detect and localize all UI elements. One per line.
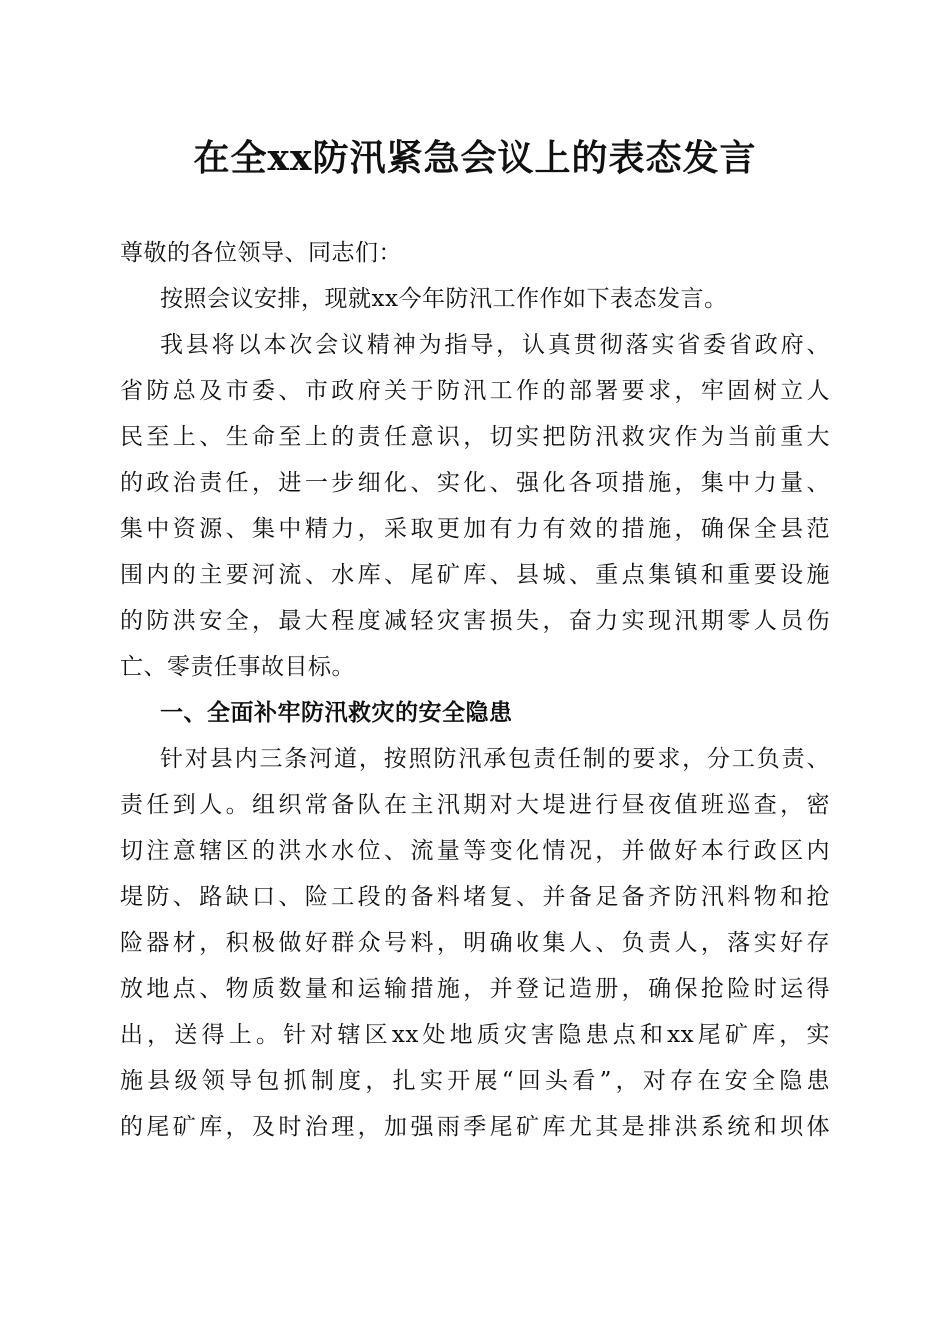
paragraph-2-line: 的尾矿库，及时治理，加强雨季尾矿库尤其是排洪系统和坝体 xyxy=(120,1114,830,1140)
paragraph-1-line: 围内的主要河流、水库、尾矿库、县城、重点集镇和重要设施 xyxy=(120,562,830,588)
document-title: 在全xx防汛紧急会议上的表态发言 xyxy=(193,137,757,179)
paragraph-1-line: 亡、零责任事故目标。 xyxy=(120,654,355,680)
paragraph-1-line: 我县将以本次会议精神为指导，认真贯彻落实省委省政府、 xyxy=(160,332,830,358)
paragraph-1-line: 的政治责任，进一步细化、实化、强化各项措施，集中力量、 xyxy=(120,470,830,496)
paragraph-1-line: 民至上、生命至上的责任意识，切实把防汛救灾作为当前重大 xyxy=(120,424,830,450)
document-body xyxy=(120,230,830,1150)
intro-paragraph: 按照会议安排，现就xx今年防汛工作作如下表态发言。 xyxy=(160,286,728,312)
paragraph-2-line: 针对县内三条河道，按照防汛承包责任制的要求，分工负责、 xyxy=(160,746,830,772)
paragraph-2-line: 出，送得上。针对辖区xx处地质灾害隐患点和xx尾矿库，实 xyxy=(120,1022,830,1048)
paragraph-2-line: 堤防、路缺口、险工段的备料堵复、并备足备齐防汛料物和抢 xyxy=(120,884,830,910)
section-1-heading: 一、全面补牢防汛救灾的安全隐患 xyxy=(160,700,513,726)
salutation: 尊敬的各位领导、同志们： xyxy=(120,240,402,266)
paragraph-2-line: 放地点、物质数量和运输措施，并登记造册，确保抢险时运得 xyxy=(120,976,830,1002)
paragraph-2-line: 施县级领导包抓制度，扎实开展“回头看”，对存在安全隐患 xyxy=(120,1068,830,1094)
paragraph-1-line: 的防洪安全，最大程度减轻灾害损失，奋力实现汛期零人员伤 xyxy=(120,608,830,634)
paragraph-2-line: 切注意辖区的洪水水位、流量等变化情况，并做好本行政区内 xyxy=(120,838,830,864)
paragraph-1-line: 集中资源、集中精力，采取更加有力有效的措施，确保全县范 xyxy=(120,516,830,542)
paragraph-1-line: 省防总及市委、市政府关于防汛工作的部署要求，牢固树立人 xyxy=(120,378,830,404)
paragraph-2-line: 责任到人。组织常备队在主汛期对大堤进行昼夜值班巡查，密 xyxy=(120,792,830,818)
paragraph-2-line: 险器材，积极做好群众号料，明确收集人、负责人，落实好存 xyxy=(120,930,830,956)
